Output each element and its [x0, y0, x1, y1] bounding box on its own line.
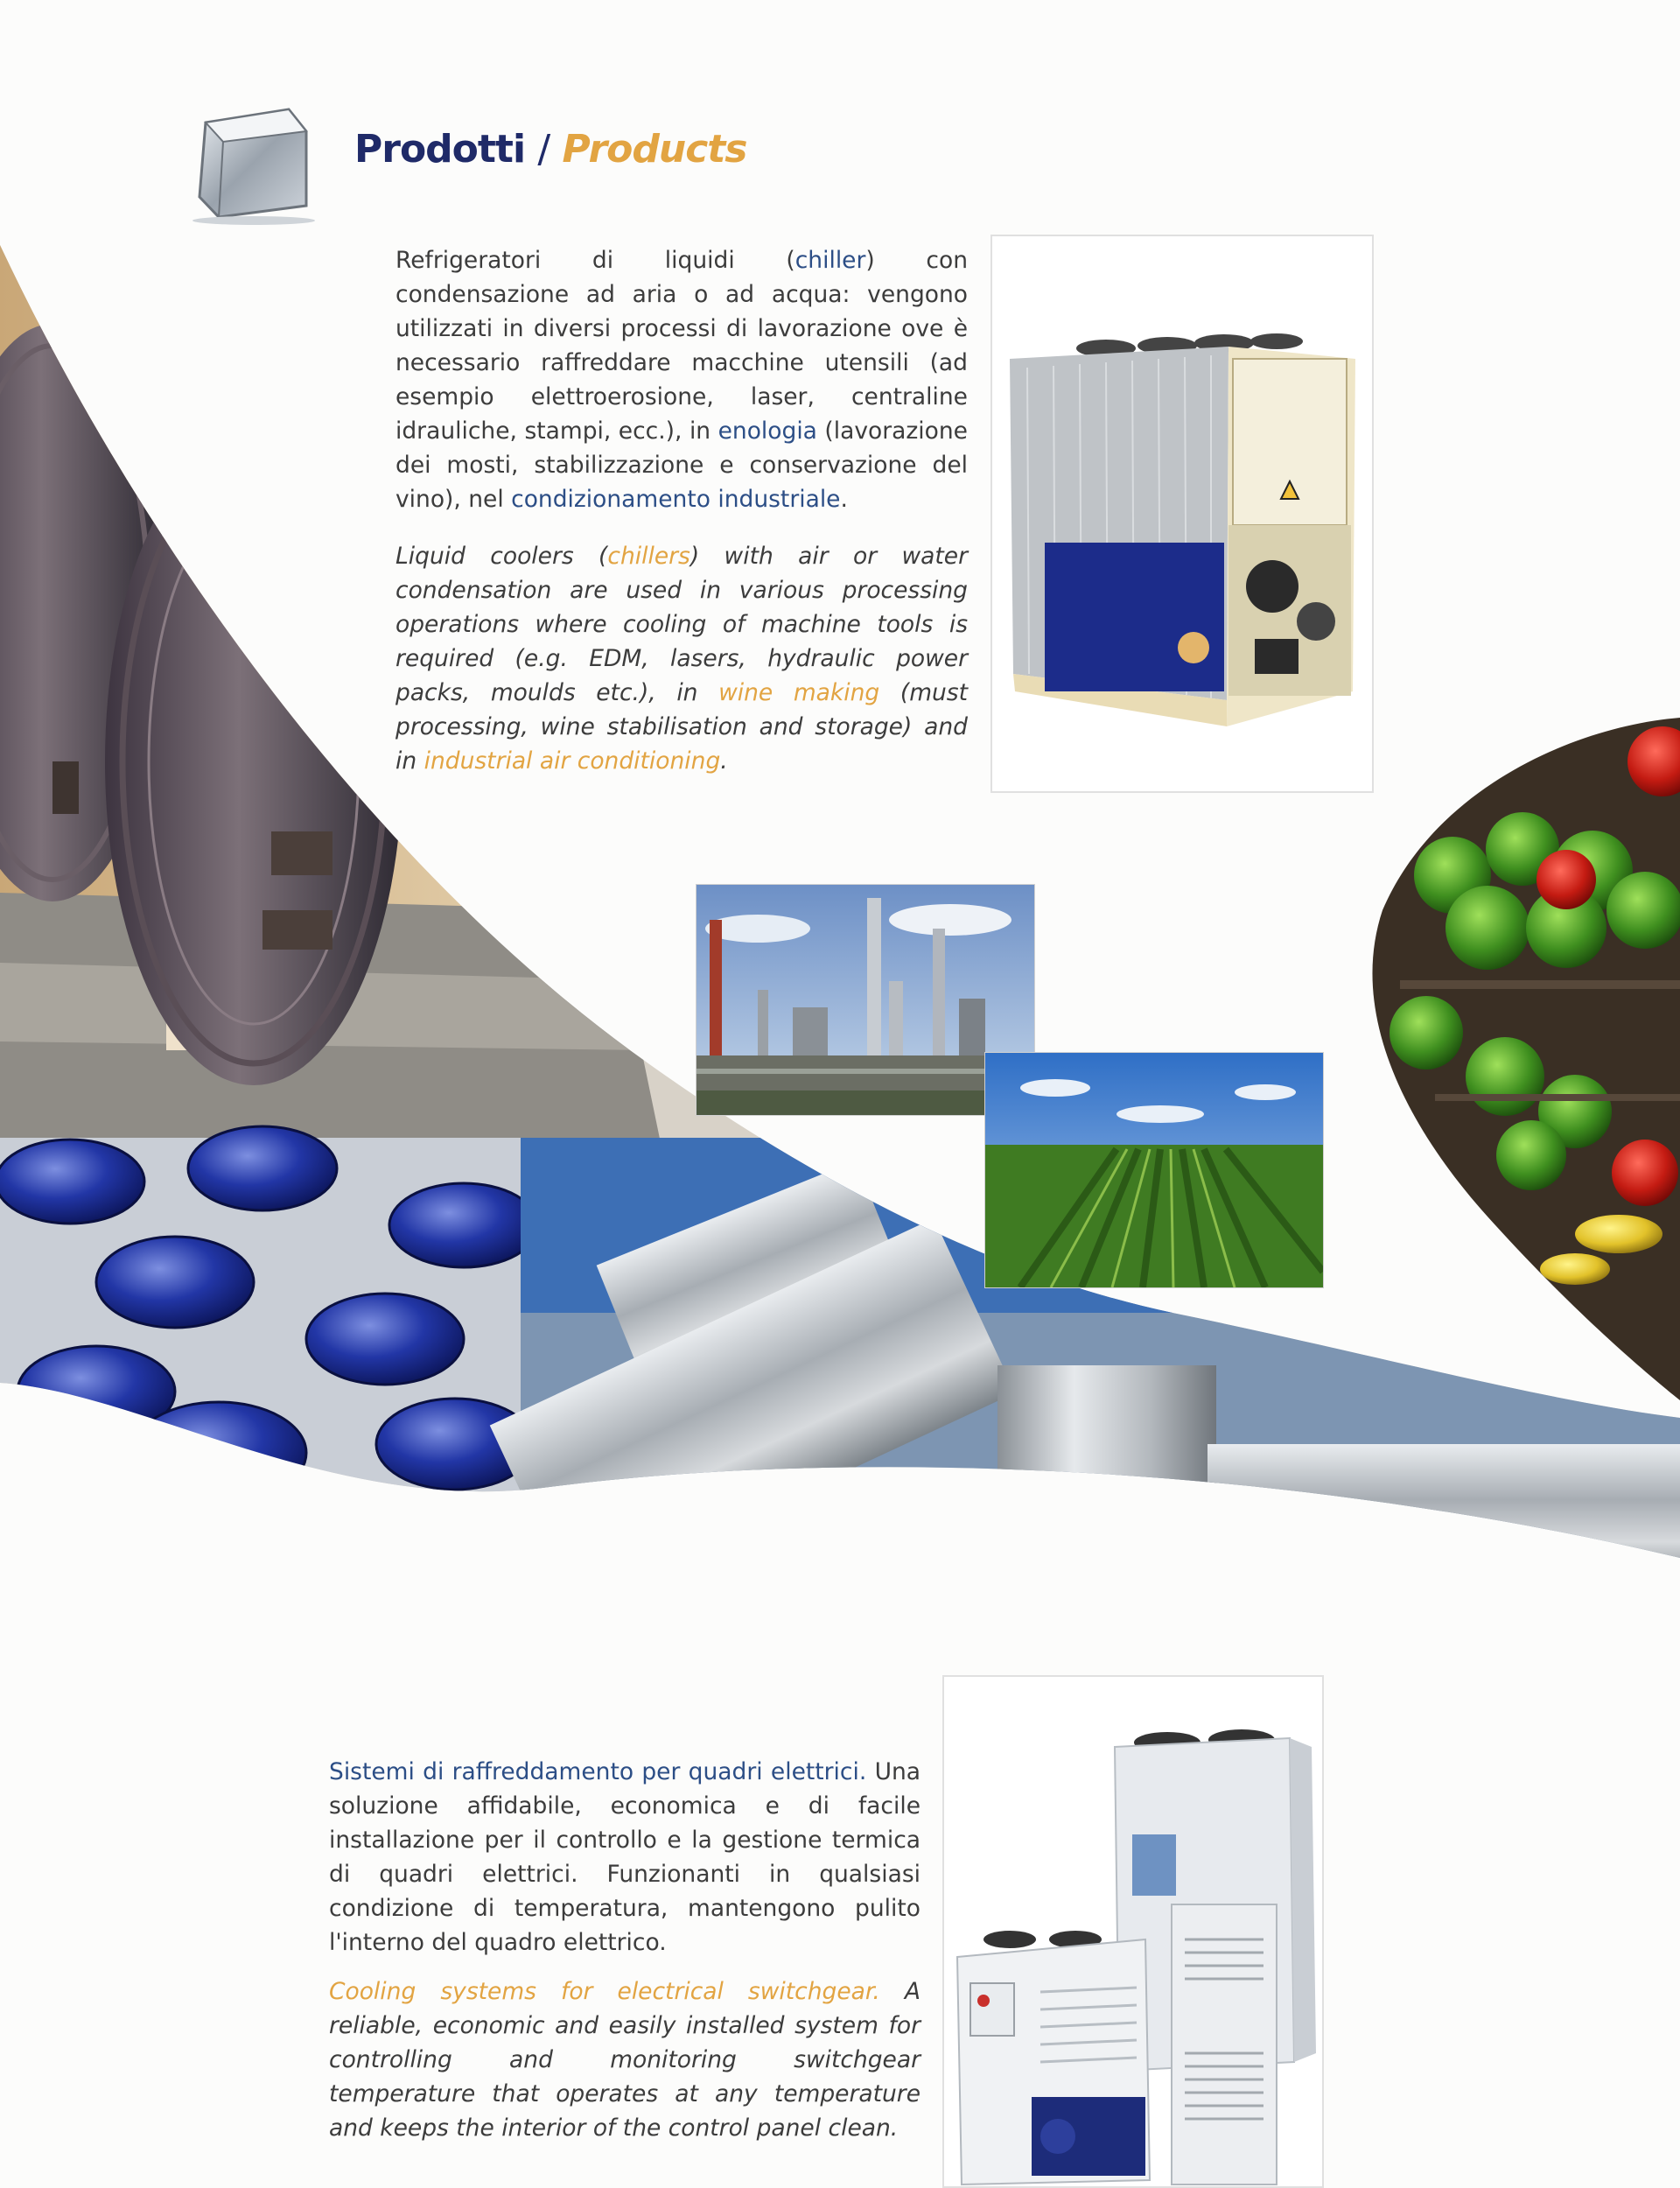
switchgear-description-en: Cooling systems for electrical switchgear. A reliable, economic and easily installed system for controlling and monitoring switchgear temperature that operates at any temperature and keeps the interior of the control panel clean.	[329, 1978, 920, 2142]
ice-cube-icon	[192, 109, 315, 225]
keyword-chiller: chiller	[794, 247, 866, 274]
title-separator: /	[537, 127, 550, 172]
switchgear-description-it: Sistemi di raffreddamento per quadri elettrici. Una soluzione affidabile, economica e di facile installazione per il controllo e la gestione termica di quadri elettrici. Funzionanti in qualsiasi condizione di temperatura, mantengono pulito l'interno del quadro elettrico.	[329, 1758, 920, 1956]
keyword-enologia: enologia	[718, 417, 817, 445]
title-english: Products	[562, 127, 747, 172]
keyword-chillers: chillers	[607, 543, 690, 570]
keyword-condizionamento: condizionamento industriale	[511, 486, 841, 513]
switchgear-heading-it: Sistemi di raffreddamento per quadri elettrici.	[329, 1758, 867, 1785]
vineyard-photo	[984, 1052, 1324, 1288]
switchgear-heading-en: Cooling systems for electrical switchgear.	[329, 1978, 880, 2005]
page-title	[354, 127, 747, 172]
keyword-industrial-air: industrial air conditioning	[424, 747, 721, 775]
chiller-unit-photo	[990, 235, 1374, 793]
chiller-description-en: Liquid coolers (chillers) with air or water condensation are used in various processing operations where cooling of machine tools is required (e.g. EDM, lasers, hydraulic power packs, moulds etc.), in wine making (must processing, wine stabilisation and storage) and in industrial air conditioning.	[396, 543, 968, 775]
chiller-description-it: Refrigeratori di liquidi (chiller) con condensazione ad aria o ad acqua: vengono utilizzati in diversi processi di lavorazione ove è necessario raffreddare macchine utensili (ad esempio elettroerosione, laser, centraline idrauliche, stampi, ecc.), in enologia (lavorazione dei mosti, stabilizzazione e conservazione del vino), nel condizionamento industriale.	[396, 247, 969, 513]
title-italian: Prodotti	[354, 127, 526, 172]
switchgear-units-photo	[942, 1675, 1324, 2188]
keyword-wine-making: wine making	[718, 679, 880, 706]
